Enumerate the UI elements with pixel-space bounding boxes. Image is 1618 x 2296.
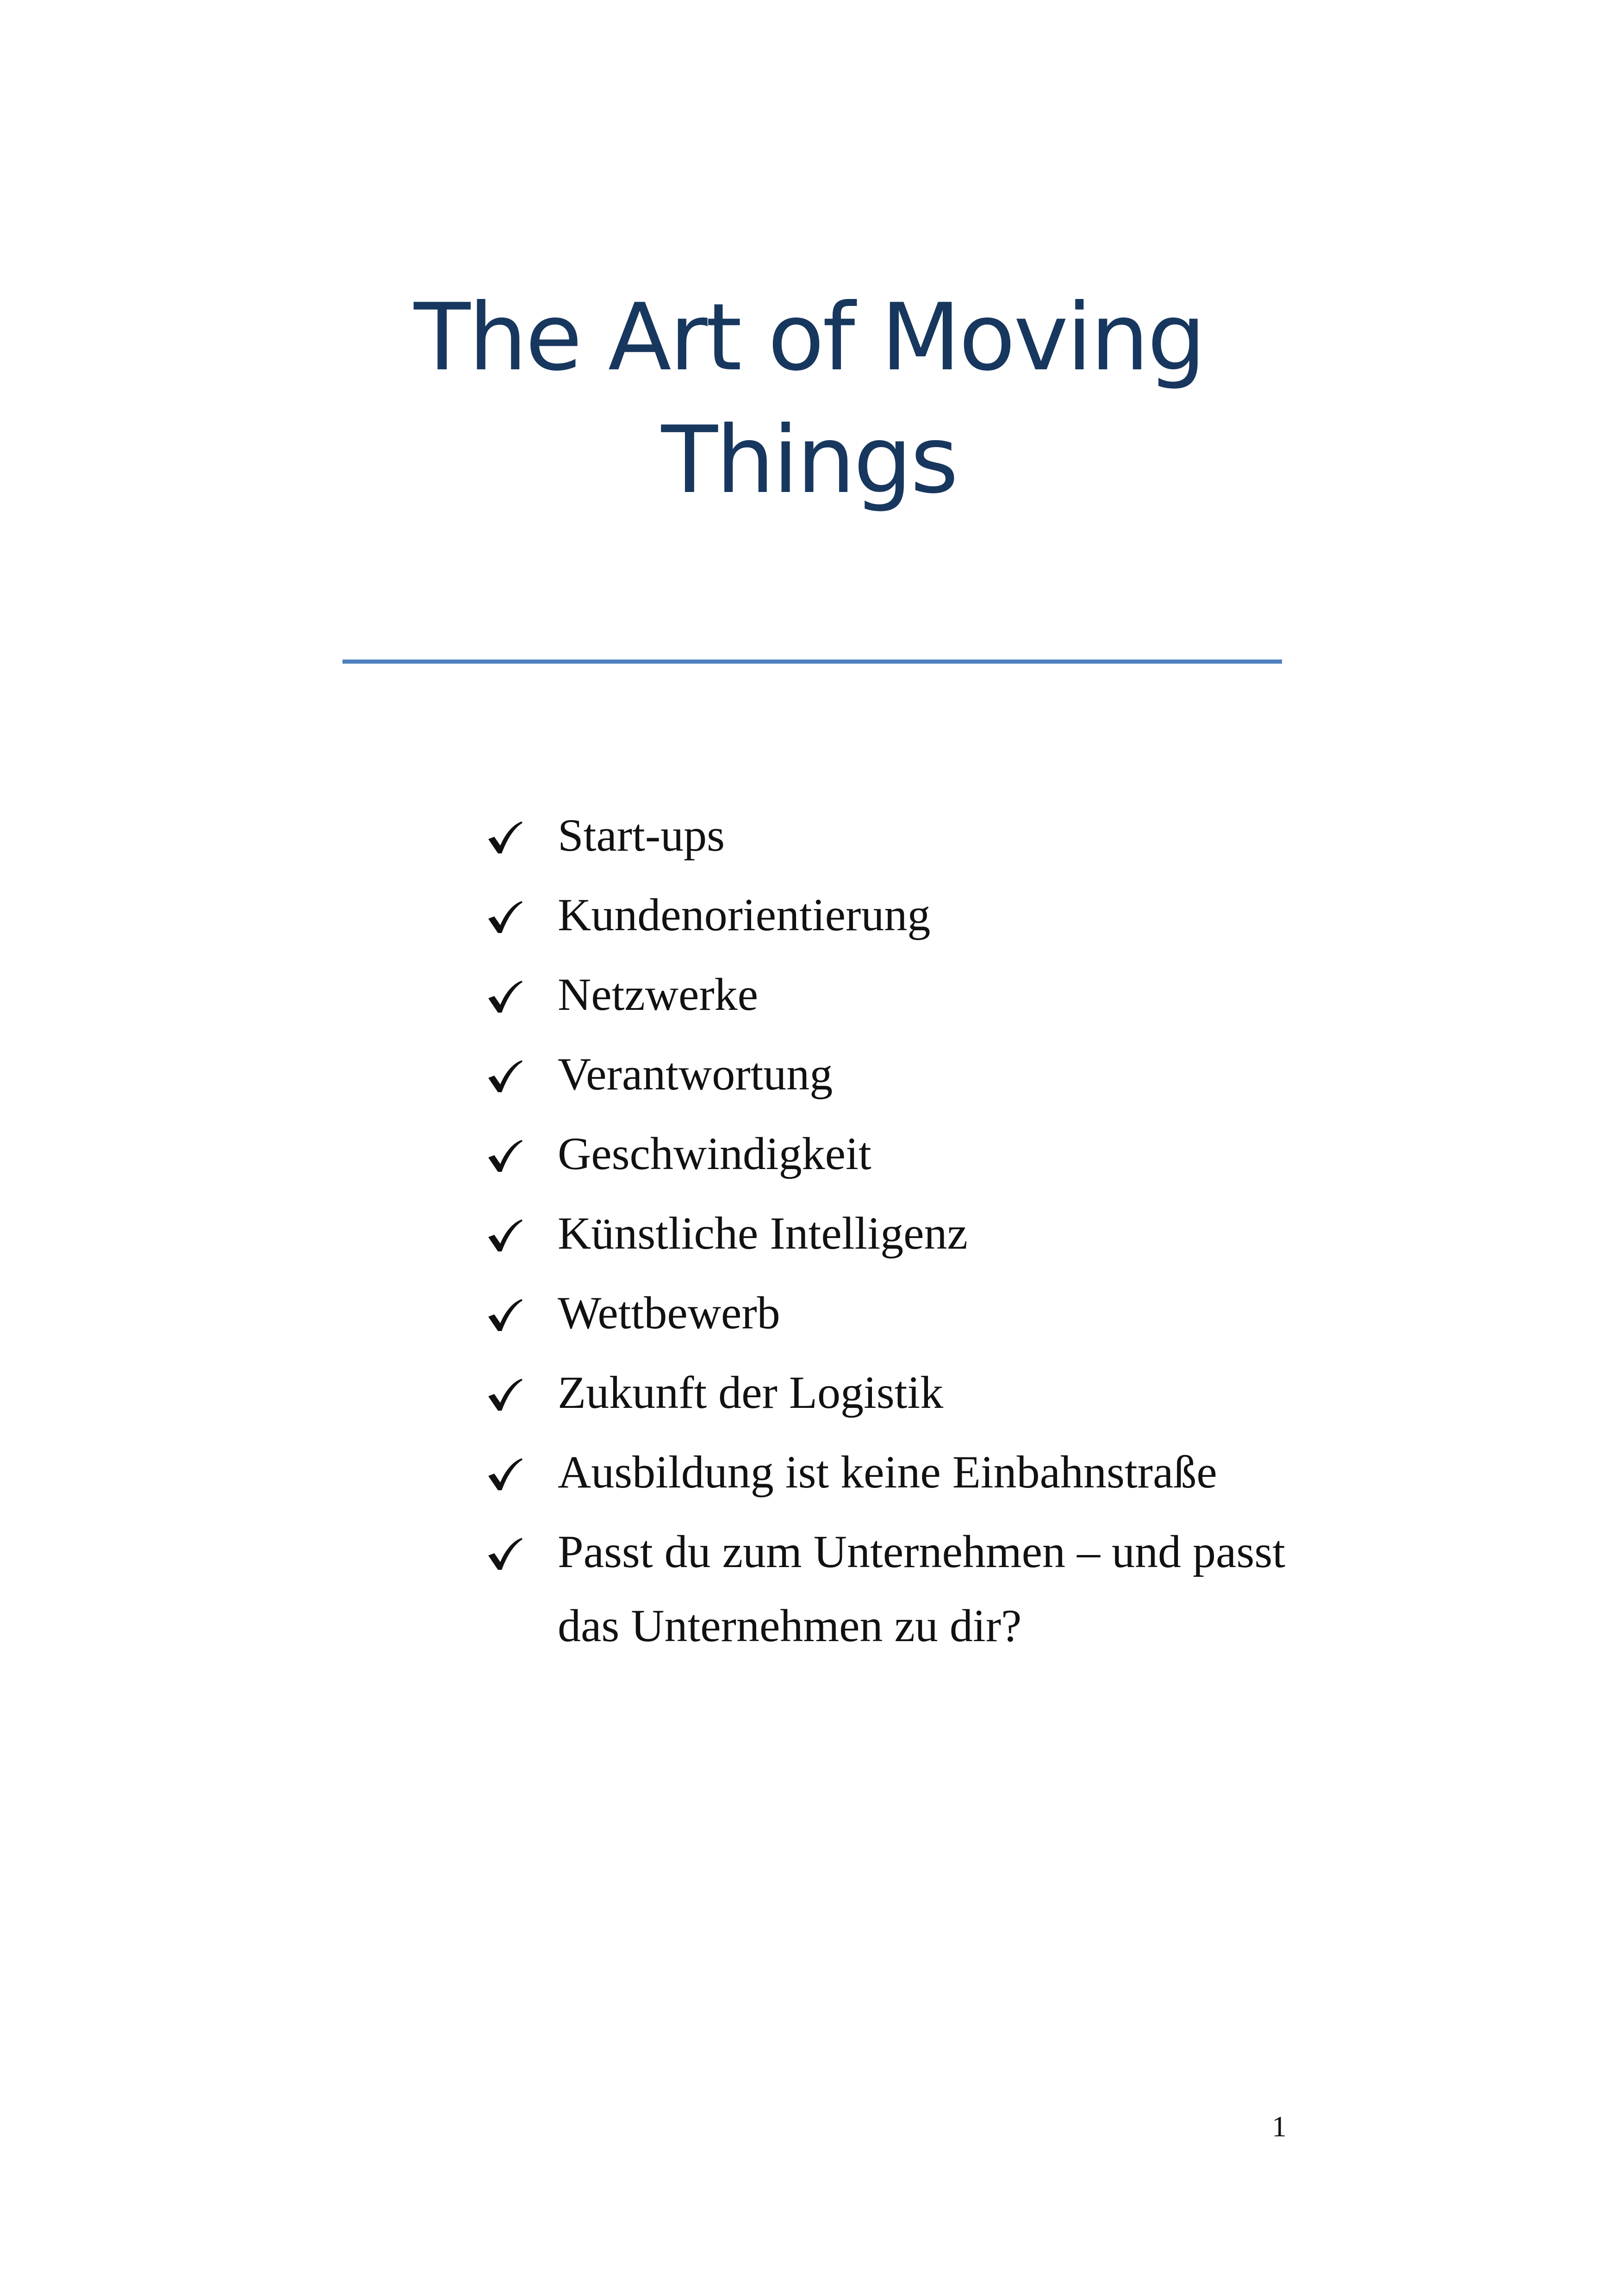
title-divider	[342, 660, 1282, 664]
check-icon	[486, 1058, 523, 1095]
checklist-item-label: Kundenorientierung	[558, 889, 931, 940]
check-icon	[486, 1138, 523, 1175]
document-title-line-2: Things	[661, 406, 957, 514]
checklist-item-label: Wettbewerb	[558, 1287, 780, 1338]
check-icon	[486, 1536, 523, 1573]
check-icon	[486, 978, 523, 1015]
checklist-item-label: Start-ups	[558, 809, 725, 861]
checklist-item-label: Künstliche Intelligenz	[558, 1207, 968, 1259]
checklist-item-label: Verantwortung	[558, 1048, 833, 1100]
checklist-item-label: Zukunft der Logistik	[558, 1367, 944, 1418]
checklist-item-label: Ausbildung ist keine Einbahnstraße	[558, 1446, 1217, 1498]
check-icon	[486, 819, 523, 856]
document-title-line-1: The Art of Moving	[414, 284, 1204, 392]
checklist-item-label: Netzwerke	[558, 969, 759, 1020]
checklist-item-label: Passt du zum Unternehmen – und passt das Unternehmen zu dir?	[558, 1526, 1286, 1651]
check-icon	[486, 899, 523, 936]
page-number: 1	[1272, 2110, 1287, 2143]
check-icon	[486, 1297, 523, 1334]
check-icon	[486, 1217, 523, 1254]
checklist-item-label: Geschwindigkeit	[558, 1128, 871, 1179]
check-icon	[486, 1376, 523, 1413]
check-icon	[486, 1456, 523, 1493]
